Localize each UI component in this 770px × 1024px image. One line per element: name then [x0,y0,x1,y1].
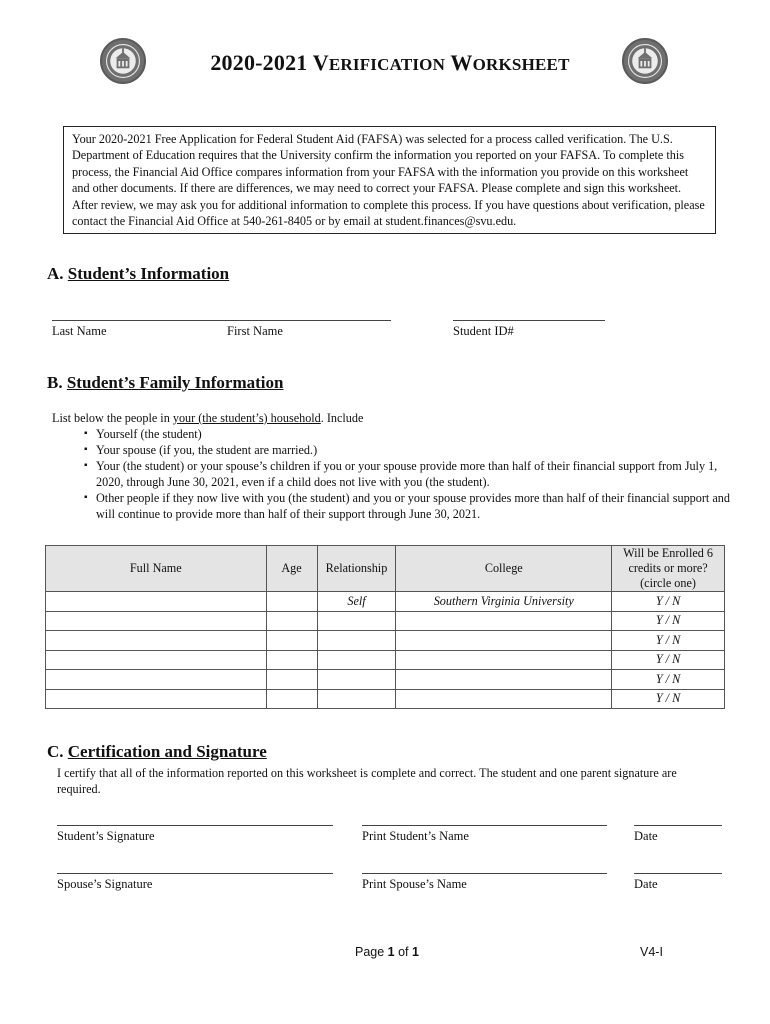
college-cell[interactable] [396,631,612,651]
col-header-age: Age [266,546,317,592]
enrolled-yn-cell[interactable]: Y / N [612,631,725,651]
university-seal-right-icon [622,38,668,84]
form-version: V4-I [640,945,663,959]
age-cell[interactable] [266,592,317,612]
page-number: Page 1 of 1 [355,945,419,959]
full-name-cell[interactable] [46,650,267,670]
relationship-cell[interactable] [317,611,396,631]
family-table [45,545,725,709]
student-signature-label: Student’s Signature [57,829,155,843]
relationship-cell[interactable] [317,631,396,651]
household-instructions: List below the people in your (the student’s) household. Include ▪ Yourself (the student) ▪ Your spouse (if you, the student are married.) ▪ Your (the student) or your spouse’s children if you or your spouse provide more than half of their financial support from July 1, 2020, through June 30, 2021, even if a child does not live with you (the student). ▪ Other people if they now live with you (the student) and you or your spouse provides more than half of their financial support and will continue to provide more than half of their support through June 30, 2021. [52,410,732,522]
col-header-full-name: Full Name [46,546,267,592]
student-id-field-line[interactable] [453,320,605,321]
section-a-heading: A. Student’s Information [47,264,230,283]
student-name-line[interactable] [362,825,607,826]
spouse-date-label: Date [634,877,658,891]
table-row [46,689,725,709]
college-cell[interactable] [396,670,612,690]
first-name-label: First Name [227,324,283,338]
table-row [46,670,725,690]
college-cell[interactable] [396,650,612,670]
relationship-cell[interactable] [317,670,396,690]
page-title: 2020-2021 VERIFICATION WORKSHEET [210,50,570,75]
relationship-cell[interactable]: Self [317,592,396,612]
spouse-date-line[interactable] [634,873,722,874]
age-cell[interactable] [266,631,317,651]
list-item: ▪ Yourself (the student) [84,426,732,442]
student-signature-line[interactable] [57,825,333,826]
full-name-cell[interactable] [46,592,267,612]
name-field-line[interactable] [52,320,391,321]
spouse-name-label: Print Spouse’s Name [362,877,467,891]
university-seal-left-icon [100,38,146,84]
student-name-label: Print Student’s Name [362,829,469,843]
section-b-heading: B. Student’s Family Information [47,373,284,392]
table-row [46,592,725,612]
col-header-relationship: Relationship [317,546,396,592]
table-row [46,611,725,631]
spouse-signature-line[interactable] [57,873,333,874]
spouse-signature-label: Spouse’s Signature [57,877,153,891]
age-cell[interactable] [266,670,317,690]
age-cell[interactable] [266,611,317,631]
student-date-line[interactable] [634,825,722,826]
spouse-name-line[interactable] [362,873,607,874]
certification-text: I certify that all of the information reported on this worksheet is complete and correct. The student and one parent signature are required. [57,766,677,796]
enrolled-yn-cell[interactable]: Y / N [612,611,725,631]
list-item: ▪ Your spouse (if you, the student are married.) [84,442,732,458]
student-id-label: Student ID# [453,324,514,338]
col-header-enrolled: Will be Enrolled 6 credits or more? (circle one) [612,546,725,592]
enrolled-yn-cell[interactable]: Y / N [612,650,725,670]
list-item: ▪ Other people if they now live with you (the student) and you or your spouse provides more than half of their financial support and will continue to provide more than half of their support through June 30, 2021. [84,490,732,522]
full-name-cell[interactable] [46,689,267,709]
table-row [46,650,725,670]
intro-box: Your 2020-2021 Free Application for Federal Student Aid (FAFSA) was selected for a process called verification. The U.S. Department of Education requires that the University confirm the information you reported on your FAFSA. To complete this process, the Financial Aid Office compares information from your FAFSA with the information you provide on this worksheet and other documents. If there are differences, we may need to correct your FAFSA. Please complete and sign this worksheet. After review, we may ask you for additional information to complete this process. If you have questions about verification, please contact the Financial Aid Office at 540-261-8405 or by email at student.finances@svu.edu. [63,126,716,234]
section-c-heading: C. Certification and Signature [47,742,267,761]
age-cell[interactable] [266,650,317,670]
college-cell[interactable] [396,611,612,631]
full-name-cell[interactable] [46,611,267,631]
enrolled-yn-cell[interactable]: Y / N [612,689,725,709]
last-name-label: Last Name [52,324,107,338]
relationship-cell[interactable] [317,689,396,709]
enrolled-yn-cell[interactable]: Y / N [612,592,725,612]
student-date-label: Date [634,829,658,843]
relationship-cell[interactable] [317,650,396,670]
age-cell[interactable] [266,689,317,709]
college-cell[interactable] [396,689,612,709]
full-name-cell[interactable] [46,631,267,651]
college-cell[interactable]: Southern Virginia University [396,592,612,612]
full-name-cell[interactable] [46,670,267,690]
enrolled-yn-cell[interactable]: Y / N [612,670,725,690]
table-row [46,631,725,651]
list-item: ▪ Your (the student) or your spouse’s children if you or your spouse provide more than half of their financial support from July 1, 2020, through June 30, 2021, even if a child does not live with you (the student). [84,458,732,490]
col-header-college: College [396,546,612,592]
